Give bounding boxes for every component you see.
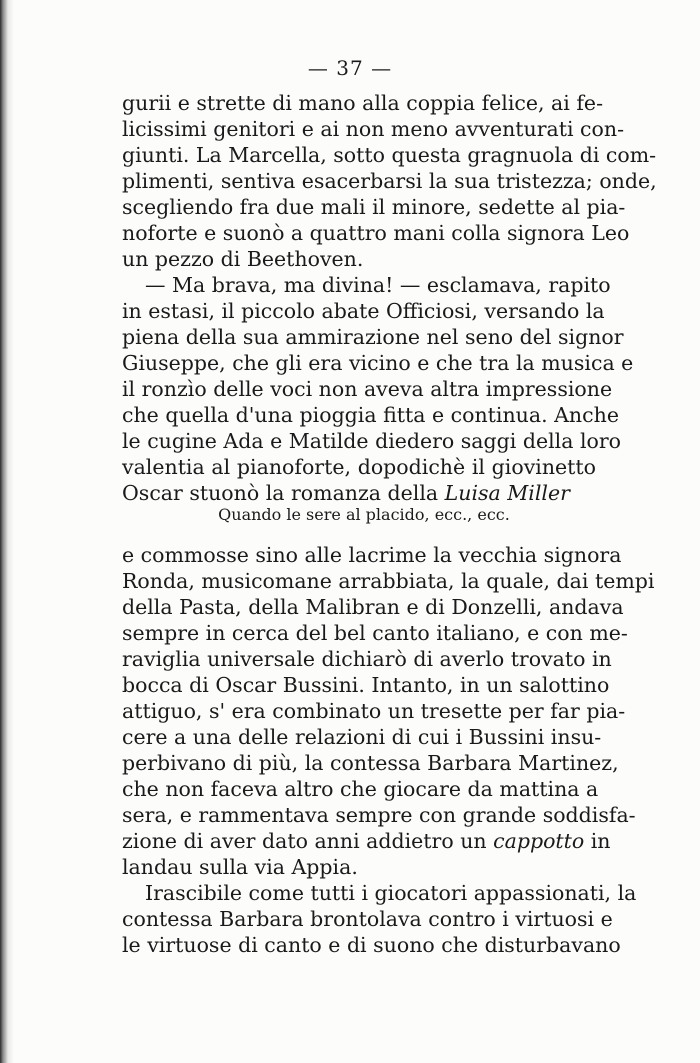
text-line: — Ma brava, ma divina! — esclamava, rapito — [145, 273, 611, 297]
text-line: licissimi genitori e ai non meno avventurati con- — [122, 117, 625, 141]
text-fragment: zione di aver dato anni addietro un — [122, 829, 494, 853]
text-line: piena della sua ammirazione nel seno del signor — [122, 325, 624, 349]
text-line: noforte e suonò a quattro mani colla signora Leo — [122, 221, 630, 245]
text-line: scegliendo fra due mali il minore, sedette al pia- — [122, 195, 626, 219]
page-number: — 37 — — [307, 56, 393, 80]
opera-title: Luisa Miller — [444, 481, 570, 505]
text-line: plimenti, sentiva esacerbarsi la sua tristezza; onde, — [122, 169, 657, 193]
text-line: che non faceva altro che giocare da mattina a — [122, 777, 599, 801]
text-line: raviglia universale dichiarò di averlo trovato in — [122, 647, 612, 671]
text-line: attiguo, s' era combinato un tresette per far pia- — [122, 699, 626, 723]
text-line: landau sulla via Appia. — [122, 855, 358, 879]
text-line: Ronda, musicomane arrabbiata, la quale, dai tempi — [122, 569, 655, 593]
text-fragment: in — [584, 829, 611, 853]
text-line: sempre in cerca del bel canto italiano, e con me- — [122, 621, 628, 645]
text-line-with-italic — [122, 828, 611, 854]
quoted-verse: Quando le sere al placido, ecc., ecc. — [218, 505, 510, 524]
text-line: in estasi, il piccolo abate Officiosi, versando la — [122, 299, 605, 323]
italic-term: cappotto — [493, 829, 585, 853]
text-line: cere a una delle relazioni di cui i Bussini insu- — [122, 725, 602, 749]
book-spine-shadow — [0, 0, 14, 1063]
text-line: il ronzìo delle voci non aveva altra impressione — [122, 377, 613, 401]
text-line: le cugine Ada e Matilde diedero saggi della loro — [122, 429, 621, 453]
text-line: gurii e strette di mano alla coppia felice, ai fe- — [122, 91, 603, 115]
text-line: Irascibile come tutti i giocatori appassionati, la — [145, 881, 637, 905]
text-line: che quella d'una pioggia fitta e continua. Anche — [122, 403, 619, 427]
text-fragment: Oscar stuonò la romanza della — [122, 481, 445, 505]
text-line: Giuseppe, che gli era vicino e che tra la musica e — [122, 351, 634, 375]
text-line: giunti. La Marcella, sotto questa gragnuola di com- — [122, 143, 657, 167]
text-line: della Pasta, della Malibran e di Donzelli, andava — [122, 595, 624, 619]
text-line: bocca di Oscar Bussini. Intanto, in un salottino — [122, 673, 610, 697]
text-line: sera, e rammentava sempre con grande soddisfa- — [122, 803, 636, 827]
text-line: valentia al pianoforte, dopodichè il giovinetto — [122, 455, 596, 479]
text-line: un pezzo di Beethoven. — [122, 247, 364, 271]
text-line-with-title — [122, 480, 596, 506]
text-line: contessa Barbara brontolava contro i virtuosi e — [122, 907, 613, 931]
text-line: e commosse sino alle lacrime la vecchia signora — [122, 543, 622, 567]
text-line: le virtuose di canto e di suono che disturbavano — [122, 933, 621, 957]
text-line: perbivano di più, la contessa Barbara Martinez, — [122, 751, 619, 775]
